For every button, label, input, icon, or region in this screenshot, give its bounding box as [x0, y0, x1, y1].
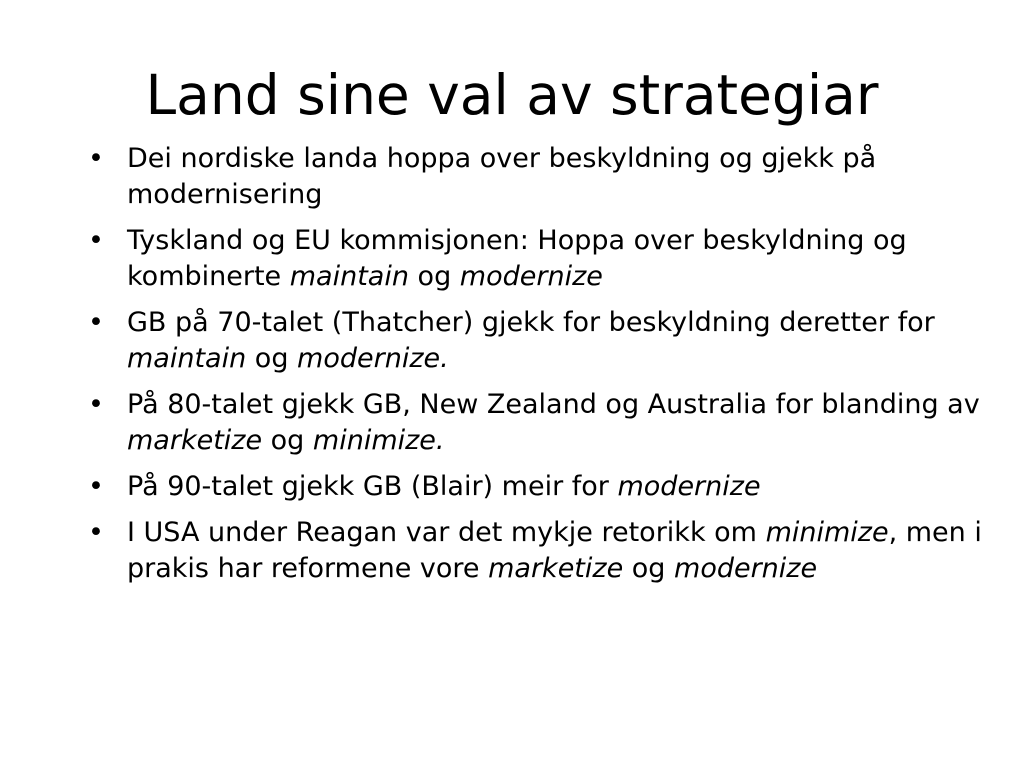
bullet-item: [88, 515, 988, 587]
bullet-text-italic: modernize: [674, 553, 818, 584]
bullet-text-italic: minimize.: [312, 425, 445, 456]
bullet-marker: •: [88, 517, 104, 548]
bullet-item: [88, 387, 988, 459]
bullet-text-italic: maintain: [289, 261, 409, 292]
bullet-text: og: [408, 261, 460, 292]
bullet-text-italic: modernize: [617, 471, 761, 502]
slide-title: Land sine val av strategiar: [145, 63, 879, 127]
bullet-text: Tyskland og EU kommisjonen: Hoppa over beskyldning og kombinerte: [127, 225, 907, 292]
bullet-text: og: [262, 425, 313, 456]
bullet-text: På 80-talet gjekk GB, New Zealand og Australia for blanding av: [127, 389, 980, 420]
bullet-text-italic: modernize: [459, 261, 603, 292]
bullet-text: GB på 70-talet (Thatcher) gjekk for beskyldning deretter for: [127, 307, 935, 338]
bullet-item: [88, 141, 988, 213]
bullet-text: og: [623, 553, 675, 584]
bullet-text: På 90-talet gjekk GB (Blair) meir for: [127, 471, 618, 502]
bullet-text-italic: marketize: [127, 425, 263, 456]
bullet-item: [88, 469, 988, 505]
bullet-text: I USA under Reagan var det mykje retorikk om: [127, 517, 766, 548]
bullet-text-italic: minimize: [765, 517, 889, 548]
bullet-text: , men i prakis har reformene vore: [127, 517, 982, 584]
bullet-marker: •: [88, 307, 104, 338]
bullet-marker: •: [88, 471, 104, 502]
bullet-text: Dei nordiske landa hoppa over beskyldning og gjekk på modernisering: [127, 143, 877, 210]
bullet-marker: •: [88, 225, 104, 256]
bullet-text-italic: modernize.: [297, 343, 449, 374]
bullet-item: [88, 223, 988, 295]
bullet-item: [88, 305, 988, 377]
bullet-list: [88, 141, 988, 597]
bullet-text: og: [246, 343, 298, 374]
bullet-marker: •: [88, 143, 104, 174]
bullet-text-italic: marketize: [488, 553, 624, 584]
bullet-text-italic: maintain: [127, 343, 247, 374]
bullet-marker: •: [88, 389, 104, 420]
